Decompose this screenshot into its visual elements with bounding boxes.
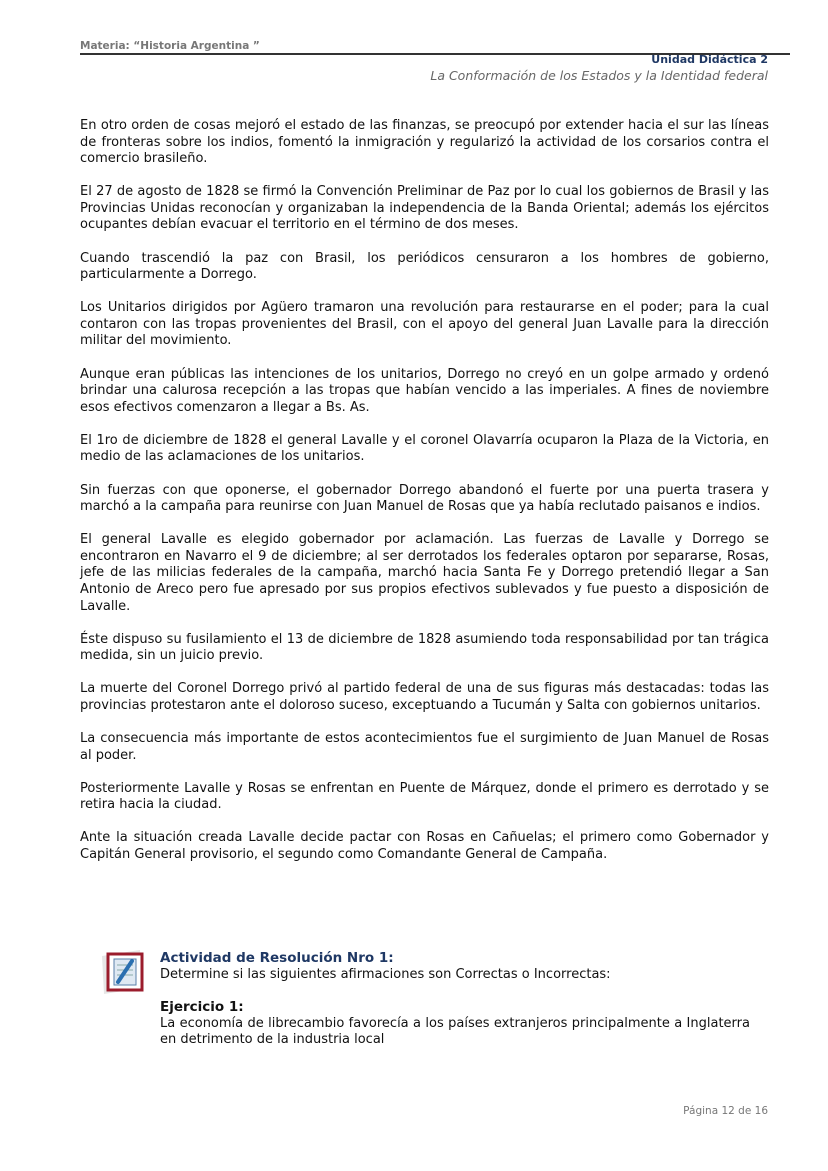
paragraph: En otro orden de cosas mejoró el estado de las finanzas, se preocupó por extender hacia el sur las líneas de fronteras sobre los indios, fomentó la inmigración y regularizó la actividad de los corsarios contra el comercio brasileño. [80, 118, 769, 167]
paragraph: La muerte del Coronel Dorrego privó al partido federal de una de sus figuras más destacadas: todas las provincias protestaron ante el doloroso suceso, exceptuando a Tucumán y Salta con gobiernos unitarios. [80, 681, 769, 713]
activity-block [160, 950, 750, 1049]
paragraph: El 27 de agosto de 1828 se firmó la Convención Preliminar de Paz por lo cual los gobiernos de Brasil y las Provincias Unidas reconocían y organizaban la independencia de la Banda Oriental; además los ejércitos ocupantes debían evacuar el territorio en el término de dos meses. [80, 184, 769, 233]
header-unit: Unidad Didáctica 2 [651, 53, 768, 66]
activity-title: Actividad de Resolución Nro 1: [160, 950, 394, 966]
header-subtitle: La Conformación de los Estados y la Identidad federal [430, 68, 768, 83]
paragraph: El general Lavalle es elegido gobernador por aclamación. Las fuerzas de Lavalle y Dorrego se encontraron en Navarro el 9 de diciembre; al ser derrotados los federales optaron por separarse, Rosas, jefe de las milicias federales de la campaña, marchó hacia Santa Fe y Dorrego pretendió llegar a San Antonio de Areco pero fue apresado por sus propios efectivos sublevados y fue puesto a disposición de Lavalle. [80, 532, 769, 614]
paragraph: Aunque eran públicas las intenciones de los unitarios, Dorrego no creyó en un golpe armado y ordenó brindar una calurosa recepción a las tropas que habían vencido a las imperiales. A fines de noviembre esos efectivos comenzaron a llegar a Bs. As. [80, 366, 769, 415]
activity-instruction: Determine si las siguientes afirmaciones son Correctas o Incorrectas: [160, 966, 611, 982]
paragraph: Cuando trascendió la paz con Brasil, los periódicos censuraron a los hombres de gobierno, particularmente a Dorrego. [80, 250, 769, 283]
paragraph: Sin fuerzas con que oponerse, el gobernador Dorrego abandonó el fuerte por una puerta trasera y marchó a la campaña para reunirse con Juan Manuel de Rosas que ya había reclutado paisanos e indios. [80, 482, 769, 515]
paragraph: La consecuencia más importante de estos acontecimientos fue el surgimiento de Juan Manuel de Rosas al poder. [80, 731, 769, 763]
paragraph: Éste dispuso su fusilamiento el 13 de diciembre de 1828 asumiendo toda responsabilidad por tan trágica medida, sin un juicio previo. [80, 631, 769, 664]
exercise-title: Ejercicio 1: [160, 999, 244, 1016]
exercise-text: La economía de librecambio favorecía a los países extranjeros principalmente a Inglaterra en detrimento de la industria local [160, 1015, 750, 1048]
page-number: Página 12 de 16 [683, 1105, 768, 1117]
body-text [80, 118, 769, 880]
paragraph: El 1ro de diciembre de 1828 el general Lavalle y el coronel Olavarría ocuparon la Plaza de la Victoria, en medio de las aclamaciones de los unitarios. [80, 432, 769, 465]
paragraph: Ante la situación creada Lavalle decide pactar con Rosas en Cañuelas; el primero como Gobernador y Capitán General provisorio, el segundo como Comandante General de Campaña. [80, 830, 769, 862]
clipboard-pencil-icon [100, 948, 144, 992]
paragraph: Posteriormente Lavalle y Rosas se enfrentan en Puente de Márquez, donde el primero es derrotado y se retira hacia la ciudad. [80, 780, 769, 813]
paragraph: Los Unitarios dirigidos por Agüero tramaron una revolución para restaurarse en el poder; para la cual contaron con las tropas provenientes del Brasil, con el apoyo del general Juan Lavalle para la dirección militar del movimiento. [80, 300, 769, 349]
header-subject: Materia: “Historia Argentina ” [80, 40, 260, 52]
